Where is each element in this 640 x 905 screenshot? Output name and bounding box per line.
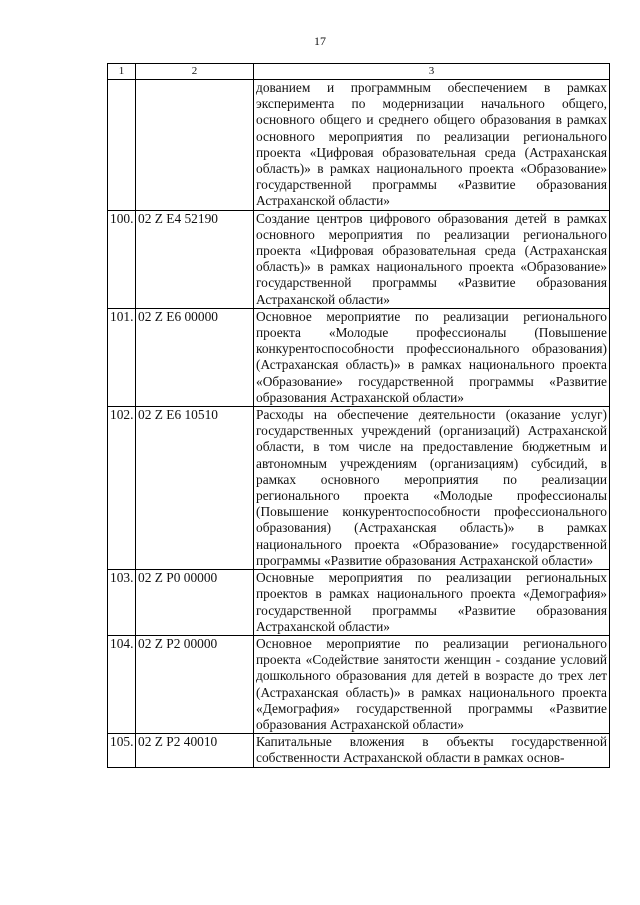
row-description: дованием и программным обеспечением в рамках эксперимента по модернизации начального общего, основного общего и среднего общего образования в рамках основного мероприятия по реализации регионального проекта «Цифровая образовательная среда (Астраханская область)» в рамках национального проекта «Образование» государственной программы «Развитие образования Астраханской области»: [254, 80, 610, 211]
table-row: [108, 570, 610, 636]
row-number: 100.: [108, 210, 136, 308]
row-number: 105.: [108, 734, 136, 767]
row-description: Основные мероприятия по реализации региональных проектов в рамках национального проекта «Демография» государственной программы «Развитие образования Астраханской области»: [254, 570, 610, 636]
budget-code: 02 Z P0 00000: [136, 570, 254, 636]
budget-code: 02 Z P2 00000: [136, 635, 254, 733]
budget-code: 02 Z P2 40010: [136, 734, 254, 767]
row-description: Капитальные вложения в объекты государственной собственности Астраханской области в рамках основ-: [254, 734, 610, 767]
header-row: [108, 64, 610, 80]
row-number: 104.: [108, 635, 136, 733]
table-row: [108, 734, 610, 767]
page-number: 17: [314, 34, 326, 48]
document-table: [107, 63, 610, 768]
table-body: [108, 80, 610, 768]
row-description: Создание центров цифрового образования детей в рамках основного мероприятия по реализации регионального проекта «Цифровая образовательная среда (Астраханская область)» в рамках национального проекта «Образование» государственной программы «Развитие образования Астраханской области»: [254, 210, 610, 308]
column-header-3: 3: [254, 64, 610, 80]
budget-code: [136, 80, 254, 211]
row-description: Основное мероприятие по реализации регионального проекта «Молодые профессионалы (Повышение конкурентоспособности профессионального образования) (Астраханская область)» в рамках национального проекта «Образование» государственной программы «Развитие образования Астраханской области»: [254, 308, 610, 406]
row-description: Основное мероприятие по реализации регионального проекта «Содействие занятости женщин - создание условий дошкольного образования для детей в возрасте до трех лет (Астраханская область)» в рамках национального проекта «Демография» государственной программы «Развитие образования Астраханской области»: [254, 635, 610, 733]
budget-code: 02 Z E6 10510: [136, 407, 254, 570]
row-number: 101.: [108, 308, 136, 406]
table-row: [108, 80, 610, 211]
row-number: 103.: [108, 570, 136, 636]
row-description: Расходы на обеспечение деятельности (оказание услуг) государственных учреждений (организаций) Астраханской области, в том числе на предоставление бюджетным и автономным учреждениям (организациям) субсидий, в рамках основного мероприятия по реализации регионального проекта «Молодые профессионалы (Повышение конкурентоспособности профессионального образования) (Астраханская область)» в рамках национального проекта «Образование» государственной программы «Развитие образования Астраханской области»: [254, 407, 610, 570]
table-header: [108, 64, 610, 80]
table-row: [108, 210, 610, 308]
column-header-1: 1: [108, 64, 136, 80]
column-header-2: 2: [136, 64, 254, 80]
table-row: [108, 635, 610, 733]
budget-code: 02 Z E6 00000: [136, 308, 254, 406]
table-row: [108, 308, 610, 406]
row-number: 102.: [108, 407, 136, 570]
table-row: [108, 407, 610, 570]
budget-code: 02 Z E4 52190: [136, 210, 254, 308]
row-number: [108, 80, 136, 211]
